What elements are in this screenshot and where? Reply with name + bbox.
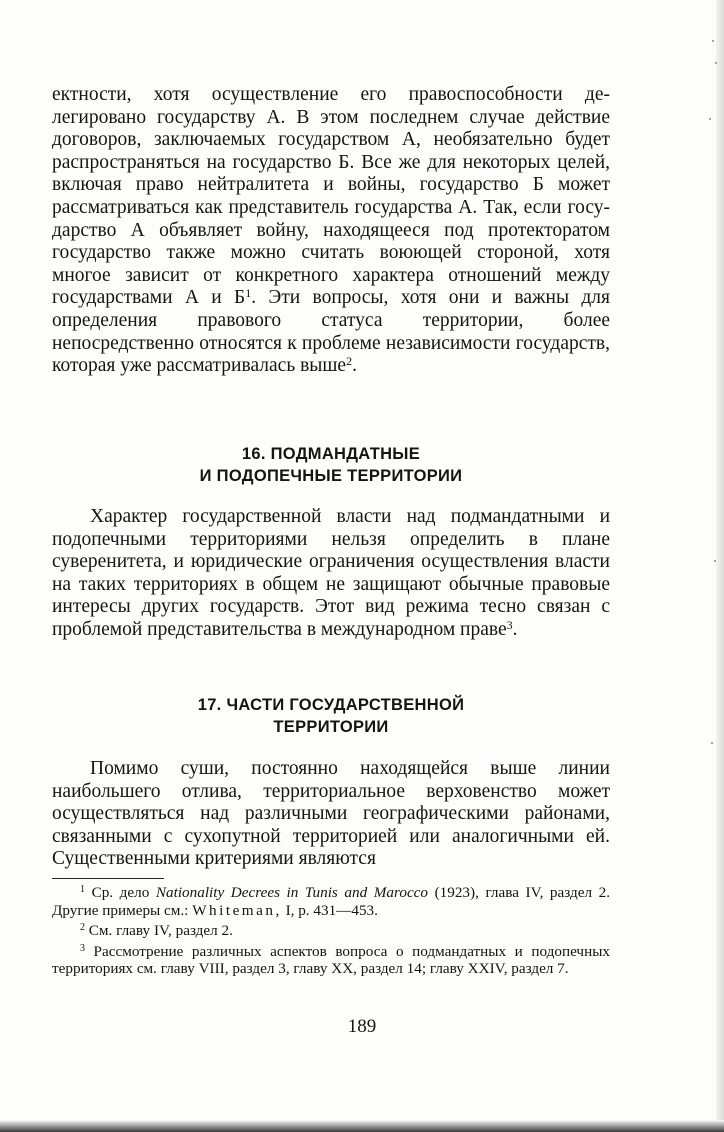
scan-bottom-shadow [0, 1120, 724, 1132]
scan-speck [712, 40, 714, 42]
footnote-text: См. главу IV, раздел 2. [85, 922, 233, 939]
footnote-ref: 1 [245, 286, 252, 301]
paragraph-text: . [352, 355, 357, 377]
footnote-text: I, p. 431—453. [281, 901, 378, 919]
paragraph-text: . Эти вопросы, хотя они и важны для определения правового статуса территории, более непосредственно относятся к проблеме независимости государств, которая уже рассматривалась выше [52, 287, 610, 377]
scan-speck [715, 62, 717, 64]
author-name: Whiteman, [192, 901, 282, 919]
footnote-3 [52, 940, 610, 978]
footnotes [52, 881, 610, 978]
footnote-text: Ср. дело [85, 884, 156, 901]
footnote-ref: 3 [506, 617, 513, 632]
scan-speck [714, 560, 716, 562]
paragraph-state-territory [52, 758, 610, 871]
paragraph-mandated-territories [52, 506, 610, 642]
heading-line: ТЕРРИТОРИИ [273, 718, 389, 736]
page-number: 189 [347, 1016, 377, 1037]
footnote-1 [52, 881, 610, 919]
paragraph-text: Помимо суши, постоянно находящейся выше линии наибольшего отлива, территориальное верховенство может осуществляться над различными географическими районами, связанными с сухопутной территорией или аналогичными ей. Существенными критериями являются [52, 758, 610, 870]
scan-speck [711, 742, 713, 744]
footnote-number: 3 [80, 942, 85, 954]
heading-line: 17. ЧАСТИ ГОСУДАРСТВЕННОЙ [197, 696, 465, 714]
heading-line: 16. ПОДМАНДАТНЫЕ [241, 445, 421, 463]
scan-edge-shadow [716, 0, 724, 1132]
footnote-text: Рассмотрение различных аспектов вопроса о подмандатных и подопечных территориях см. главу VIII, раздел 3, главу XX, раздел 14; главу XXIV, раздел 7. [52, 942, 610, 977]
paragraph-text: ектности, хотя осуществление его правоспособности делегировано государству А. В этом последнем случае действие договоров, заключаемых государством А, необязательно будет распространяться на государство Б. Все же для некоторых целей, включая право нейтралитета и войны, государство Б может рассматриваться как представитель государства А. Так, если государство А объявляет войну, находящееся под протекторатом государство также можно считать воюющей стороной, хотя многое зависит от конкретного характера отношений между государствами А и Б [52, 84, 610, 309]
footnote-2 [52, 919, 610, 940]
footnote-ref: 2 [346, 354, 353, 369]
case-title: Nationality Decrees in Tunis and Marocco [155, 884, 429, 901]
section-heading-17 [52, 694, 610, 738]
section-heading-16 [52, 443, 610, 487]
heading-line: И ПОДОПЕЧНЫЕ ТЕРРИТОРИИ [199, 467, 463, 485]
footnote-divider [52, 878, 164, 879]
paragraph-continuation [52, 84, 610, 378]
scan-speck [709, 118, 711, 120]
footnote-text: (1923), глава IV, раздел 2. Другие примеры см.: [52, 884, 610, 919]
footnote-number: 1 [80, 884, 85, 895]
paragraph-text: . [512, 618, 518, 640]
footnote-number: 2 [80, 922, 85, 933]
paragraph-text: Характер государственной власти над подмандатными и подопечными территориями нельзя определить в плане суверенитета, и юридические ограничения осуществления власти на таких территориях в общем не защищают обычные правовые интересы других государств. Этот вид режима тесно связан с проблемой представительства в международном праве [52, 506, 610, 640]
